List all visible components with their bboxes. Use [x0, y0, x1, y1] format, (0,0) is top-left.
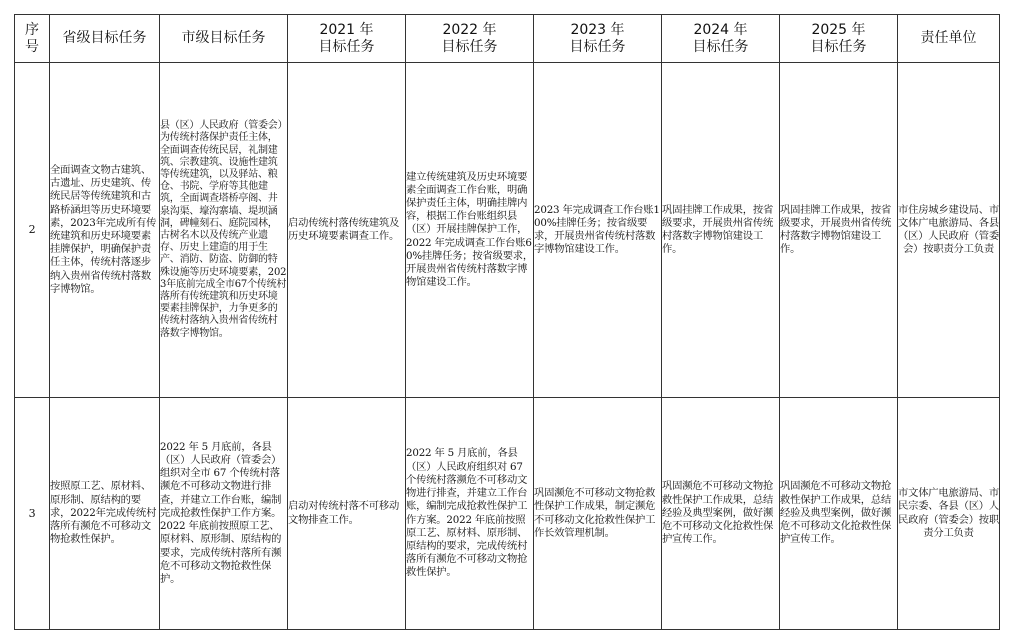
province-target-cell: 按照原工艺、原材料、原形制、原结构的要求，2022年完成传统村落所有濒危不可移动文物抢救性保护。: [50, 398, 160, 630]
header-city-target: 市级目标任务: [160, 15, 288, 63]
header-2023-target: 2023 年 目标任务: [534, 15, 662, 63]
table-row: [15, 398, 1000, 630]
target-2021-cell: 启动传统村落传统建筑及历史环境要素调查工作。: [288, 63, 406, 398]
responsible-unit-cell: 市文体广电旅游局、市民宗委、各县（区）人民政府（管委会）按职责分工负责: [898, 398, 1000, 630]
header-responsible-unit: 责任单位: [898, 15, 1000, 63]
target-2024-cell: 巩固濒危不可移动文物抢救性保护工作成果，总结经验及典型案例，做好濒危不可移动文化抢救性保护宣传工作。: [662, 398, 780, 630]
city-target-cell: 2022 年 5 月底前，各县（区）人民政府（管委会）组织对全市 67 个传统村落濒危不可移动文物进行排查，并建立工作台账，编制完成抢救性保护工作方案。2022 年底前按照原工艺、原材料、原形制、原结构的要求，完成传统村落所有濒危不可移动文物抢救性保护。: [160, 398, 288, 630]
target-2021-cell: 启动对传统村落不可移动文物排查工作。: [288, 398, 406, 630]
header-row: [15, 15, 1000, 63]
target-2025-cell: 巩固挂牌工作成果，按省级要求，开展贵州省传统村落数字博物馆建设工作。: [780, 63, 898, 398]
province-target-cell: 全面调查文物古建筑、古遗址、历史建筑、传统民居等传统建筑和古路桥涵坦等历史环境要素，2023年完成所有传统建筑和历史环境要素挂牌保护，明确保护责任主体，传统村落逐步纳入贵州省传统村落数字博物馆。: [50, 63, 160, 398]
header-2021-target: 2021 年 目标任务: [288, 15, 406, 63]
row-seq: 2: [15, 63, 50, 398]
target-2025-cell: 巩固濒危不可移动文物抢救性保护工作成果，总结经验及典型案例，做好濒危不可移动文化抢救性保护宣传工作。: [780, 398, 898, 630]
header-2022-target: 2022 年 目标任务: [406, 15, 534, 63]
target-2024-cell: 巩固挂牌工作成果，按省级要求，开展贵州省传统村落数字博物馆建设工作。: [662, 63, 780, 398]
header-province-target: 省级目标任务: [50, 15, 160, 63]
target-2023-cell: 2023 年完成调查工作台账100%挂牌任务；按省级要求，开展贵州省传统村落数字博物馆建设工作。: [534, 63, 662, 398]
target-2023-cell: 巩固濒危不可移动文物抢救性保护工作成果，制定濒危不可移动文化抢救性保护工作长效管理机制。: [534, 398, 662, 630]
row-seq: 3: [15, 398, 50, 630]
responsible-unit-cell: 市住房城乡建设局、市文体广电旅游局、各县（区）人民政府（管委会）按职责分工负责: [898, 63, 1000, 398]
target-2022-cell: 2022 年 5 月底前，各县（区）人民政府组织对 67 个传统村落濒危不可移动文物进行排查，并建立工作台账，编制完成抢救性保护工作方案。2022 年底前按照原工艺、原材料、原形制、原结构的要求，完成传统村落所有濒危不可移动文物抢救性保护。: [406, 398, 534, 630]
header-seq: 序号: [15, 15, 50, 63]
header-2025-target: 2025 年 目标任务: [780, 15, 898, 63]
header-2024-target: 2024 年 目标任务: [662, 15, 780, 63]
target-2022-cell: 建立传统建筑及历史环境要素全面调查工作台账，明确保护责任主体，明确挂牌内容，根据工作台账组织县（区）开展挂牌保护工作，2022 年完成调查工作台账60%挂牌任务；按省级要求，开展贵州省传统村落数字博物馆建设工作。: [406, 63, 534, 398]
table-row: [15, 63, 1000, 398]
target-task-table: [14, 14, 1000, 630]
city-target-cell: 县（区）人民政府（管委会）为传统村落保护责任主体，全面调查传统民居，礼制建筑、宗教建筑、设施性建筑等传统建筑，以及驿站、粮仓、书院、学府等其他建筑，全面调查塔桥亭阁、井泉沟渠、壕沟寨墙、堤坝涵洞，碑幢刻石、庭院园林，古树名木以及传统产业遗存、历史上建造的用于生产、消防、防盗、防御的特殊设施等历史环境要素，2023年底前完成全市67个传统村落所有传统建筑和历史环境要素挂牌保护，力争更多的传统村落纳入贵州省传统村落数字博物馆。: [160, 63, 288, 398]
